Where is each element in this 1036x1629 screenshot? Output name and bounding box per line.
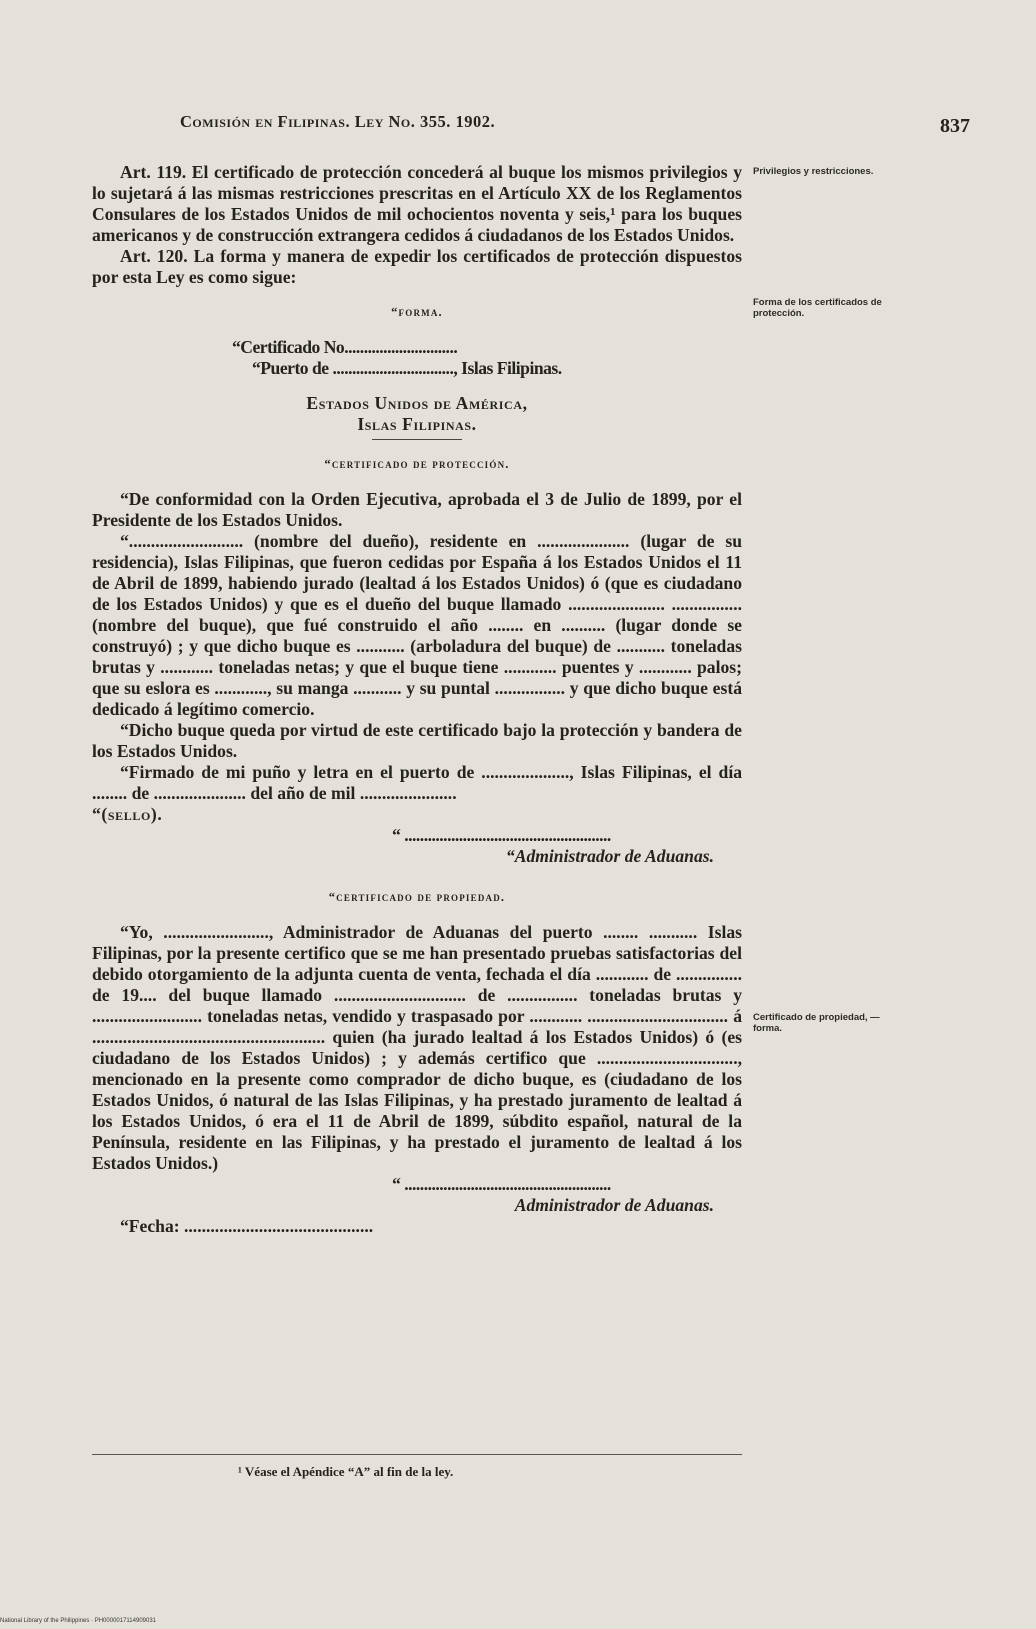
signature-line-2: “ .....................................................	[392, 1174, 611, 1194]
fecha-line: “Fecha: ...........................................	[120, 1216, 374, 1236]
signature-title-1: “Administrador de Aduanas.	[505, 846, 714, 866]
forma-heading: “forma.	[391, 305, 443, 319]
signature-line-1: “ .....................................................	[392, 825, 611, 845]
paragraph-firmado: “Firmado de mi puño y letra en el puerto de ...................., Islas Filipinas, el día ........ de ..................... del año de mil ......................	[92, 762, 742, 803]
margin-note-forma: Forma de los certificados de protección.	[753, 297, 882, 319]
islas-filipinas-heading: Islas Filipinas.	[357, 414, 477, 434]
margin-note-privilegios: Privilegios y restricciones.	[753, 166, 874, 177]
footnote-rule	[92, 1454, 742, 1455]
certificado-proteccion-heading: “certificado de protección.	[324, 457, 510, 471]
main-text	[92, 162, 742, 1237]
sello-label: “(sello).	[92, 804, 163, 824]
paragraph-orden-ejecutiva: “De conformidad con la Orden Ejecutiva, aprobada el 3 de Julio de 1899, por el Presidente de los Estados Unidos.	[92, 489, 742, 530]
paragraph-yo-administrador: “Yo, ........................, Administrador de Aduanas del puerto ........ ........... Islas Filipinas, por la presente certifico que se me han presentado pruebas satisfactorias del debido otorgamiento de la adjunta cuenta de venta, fechada el día ............ de ............... de 19.... del buque llamado .............................. de ................ toneladas brutas y ......................... toneladas netas, vendido y traspasado por ............ ................................ á ..................................................... quien (ha jurado lealtad á los Estados Unidos) ó (es ciudadano de los Estados Unidos) ; y además certifico que ................................, mencionado en la presente como comprador de dicho buque, es (ciudadano de los Estados Unidos, ó natural de las Islas Filipinas, y ha prestado juramento de lealtad á los Estados Unidos, ó era el 11 de Abril de 1899, súbdito español, natural de la Península, residente en las Filipinas, y ha prestado el juramento de lealtad á los Estados Unidos.)	[92, 922, 742, 1173]
page-number: 837	[940, 115, 970, 137]
puerto-line: “Puerto de ..............................., Islas Filipinas.	[252, 358, 562, 378]
certificado-propiedad-heading: “certificado de propiedad.	[328, 890, 506, 904]
scan-source-label: National Library of the Philippines · PH0000017114909031	[0, 1618, 156, 1624]
certificado-no-line: “Certificado No.............................	[232, 337, 458, 357]
running-head: Comisión en Filipinas. Ley No. 355. 1902.	[180, 112, 496, 131]
signature-title-2: Administrador de Aduanas.	[514, 1195, 714, 1215]
heading-rule	[372, 439, 462, 440]
article-119: Art. 119. El certificado de protección concederá al buque los mismos privilegios y lo sujetará á las mismas restricciones prescritas en el Artículo XX de los Reglamentos Consulares de los Estados Unidos de mil ochocientos noventa y seis,¹ para los buques americanos y de construcción extrangera cedidos á ciudadanos de los Estados Unidos.	[92, 162, 742, 245]
estados-unidos-heading: Estados Unidos de América,	[306, 393, 528, 413]
margin-note-certificado-propiedad: Certificado de propiedad, —forma.	[753, 1012, 880, 1034]
paragraph-dueno: “.......................... (nombre del dueño), residente en ..................... (lugar de su residencia), Islas Filipinas, que fueron cedidas por España á los Estados Unidos el 11 de Abril de 1899, habiendo jurado (lealtad á los Estados Unidos) ó (que es ciudadano de los Estados Unidos) y que es el dueño del buque llamado ...................... ................ (nombre del buque), que fué construido el año ........ en .......... (lugar donde se construyó) ; y que dicho buque es ........... (arboladura del buque) de ........... toneladas brutas y ............ toneladas netas; y que el buque tiene ............ puentes y ............ palos; que su eslora es ............, su manga ........... y su puntal ................ y que dicho buque está dedicado á legítimo comercio.	[92, 531, 742, 719]
article-120: Art. 120. La forma y manera de expedir los certificados de protección dispuestos por esta Ley es como sigue:	[92, 246, 742, 287]
footnote: ¹ Véase el Apéndice “A” al fin de la ley.	[238, 1464, 454, 1479]
paragraph-proteccion: “Dicho buque queda por virtud de este certificado bajo la protección y bandera de los Estados Unidos.	[92, 720, 742, 761]
